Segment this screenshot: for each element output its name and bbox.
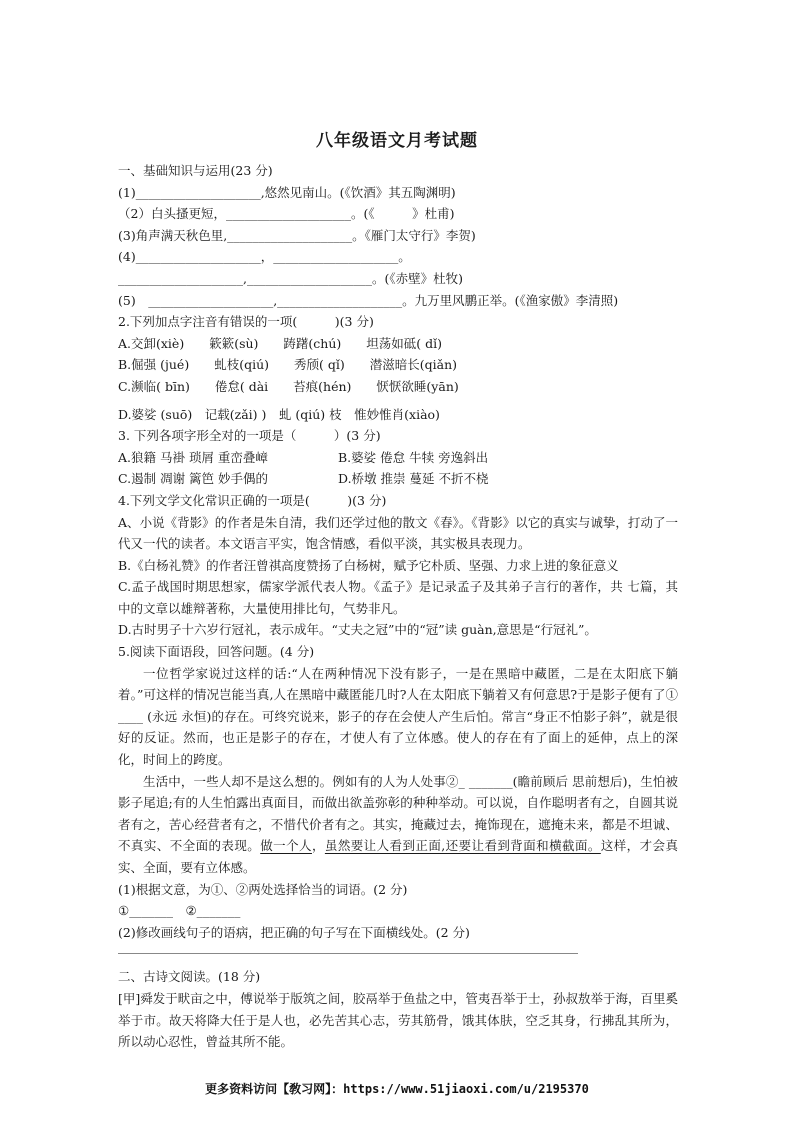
- q1-item-1: (1)____________________,悠然见南山。(《饮酒》其五陶渊明): [118, 184, 456, 200]
- q1-item-4: (4)____________________，____________________。: [118, 249, 411, 265]
- page-title: 八年级语文月考试题: [316, 131, 478, 151]
- q5-sub-question-2: (2)修改画线句子的语病，把正确的句子写在下面横线处。(2 分): [118, 924, 470, 940]
- footer-source-link[interactable]: 更多资料访问【敎习网】：https://www.51jiaoxi.com/u/2195370: [205, 1082, 589, 1096]
- q5-para2-text-2: 这样，才会真实、全面，要有立体感。: [118, 838, 678, 875]
- q1-item-3: (3)角声满天秋色里,____________________。《雁门太守行》李贺): [118, 227, 476, 243]
- q4-option-c: C.孟子战国时期思想家，儒家学派代表人物。《孟子》是记录孟子及其弟子言行的著作，共 七篇，其中的文章以雄辩著称，大量使用排比句，气势非凡。: [118, 579, 678, 616]
- q3-option-b: B.婆娑 倦怠 牛犊 旁逸斜出: [338, 449, 489, 465]
- q3-stem: 3. 下列各项字形全对的一项是（ ）(3 分): [118, 428, 381, 444]
- q5-underlined-sentence-1: 做一个人: [260, 838, 312, 854]
- section-heading-basics: 一、基础知识与运用(23 分): [118, 163, 273, 178]
- section-heading-classical: 二、古诗文阅读。(18 分): [118, 969, 261, 985]
- q2-option-d: D.婆娑 (suō) 记载(zǎi) ) 虬 (qiú) 枝 惟妙惟肖(xiào): [118, 406, 440, 422]
- q1-item-4-cont: ____________________,____________________。(《赤壁》杜牧): [118, 270, 463, 286]
- q3-option-a: A.狼籍 马褂 琐屑 重峦叠嶂: [118, 449, 268, 465]
- q5-underlined-sentence-2: 虽然要让人看到正面,还要让看到背面和横截面。: [324, 838, 601, 854]
- q1-item-2: （2）白头搔更短，____________________。(《 》杜甫): [118, 206, 455, 222]
- q5-para2-comma: ，: [311, 838, 325, 854]
- q3-row-1: [118, 447, 678, 469]
- q2-stem: 2.下列加点字注音有错误的一项( )(3 分): [118, 314, 374, 330]
- q3-option-d: D.桥墩 推崇 蔓延 不折不桡: [338, 471, 489, 487]
- q4-option-b: B.《白杨礼赞》的作者汪曾祺高度赞扬了白杨树，赋予它朴质、坚强、力求上进的象征意义: [118, 557, 619, 573]
- exam-content: [118, 160, 678, 1053]
- q2-option-b: B.倔强 (jué) 虬枝(qiú) 秀颀( qǐ) 潜滋暗长(qiǎn): [118, 357, 457, 373]
- q1-item-5: (5) ____________________,____________________。九万里风鹏正举。(《渔家傲》李清照): [118, 292, 619, 308]
- q3-row-2: [118, 468, 678, 490]
- q4-option-d: D.古时男子十六岁行冠礼，表示成年。“丈夫之冠”中的“冠”读 guàn,意思是“行冠礼”。: [118, 622, 597, 638]
- q2-option-a: A.交卸(xiè) 簌簌(sù) 踌躇(chú) 坦荡如砥( dǐ): [118, 335, 442, 351]
- q4-option-a: A、小说《背影》的作者是朱自清，我们还学过他的散文《春》。《背影》以它的真实与诚挚，打动了一代又一代的读者。本文语言平实，饱含情感，看似平淡，其实极具表现力。: [118, 514, 678, 552]
- q5-para2-text-1: 生活中，一些人却不是这么想的。例如有的人为人处事②_ _______(瞻前顾后 思前想后)，生怕被影子尾追;有的人生怕露出真面目，而做出欲盖弥彰的种种举动。可以说，自作聪明者有之，自圆其说者有之，苦心经营者有之，不惜代价者有之。其实，掩藏过去，掩饰现在，遮掩未来，都是不坦诚、不真实、不全面的表现。: [118, 773, 678, 854]
- q5-passage-para-2: [118, 771, 678, 879]
- q5-stem: 5.阅读下面语段，回答问题。(4 分): [118, 644, 315, 660]
- q5-sub-question-1-blanks: ①_______ ②_______: [118, 903, 241, 919]
- q3-option-c: C.遏制 凋谢 篱笆 妙手偶的: [118, 471, 269, 487]
- classical-text-jia: [甲]舜发于畎亩之中，傅说举于版筑之间，胶鬲举于鱼盐之中，管夷吾举于士，孙叔敖举于海，百里奚举于市。故天将降大任于是人也，必先苦其心志，劳其筋骨，饿其体肤，空乏其身，行拂乱其所为，所以动心忍性，曾益其所不能。: [118, 990, 678, 1050]
- q5-sub-question-1: (1)根据文意，为①、②两处选择恰当的词语。(2 分): [118, 881, 408, 897]
- q2-option-c: C.濒临( bīn) 倦怠( dài 苔痕(hén) 恹恹欲睡(yān): [118, 378, 459, 394]
- q4-stem: 4.下列文学文化常识正确的一项是( )(3 分): [118, 492, 387, 508]
- q5-passage-para-1: 一位哲学家说过这样的话:“人在两种情况下没有影子，一是在黑暗中藏匿，二是在太阳底下躺着。”可这样的情况岂能当真,人在黑暗中藏匿能几时?人在太阳底下躺着又有何意思?于是影子便有了① ____ (永远 永恒)的存在。可终究说来，影子的存在会使人产生后怕。常言“身正不怕影子斜”，就是很好的反证。然而，也正是影子的存在，才使人有了立体感。使人的存在有了面上的延伸，点上的深化，时间上的跨度。: [118, 665, 678, 768]
- answer-line: [118, 953, 578, 954]
